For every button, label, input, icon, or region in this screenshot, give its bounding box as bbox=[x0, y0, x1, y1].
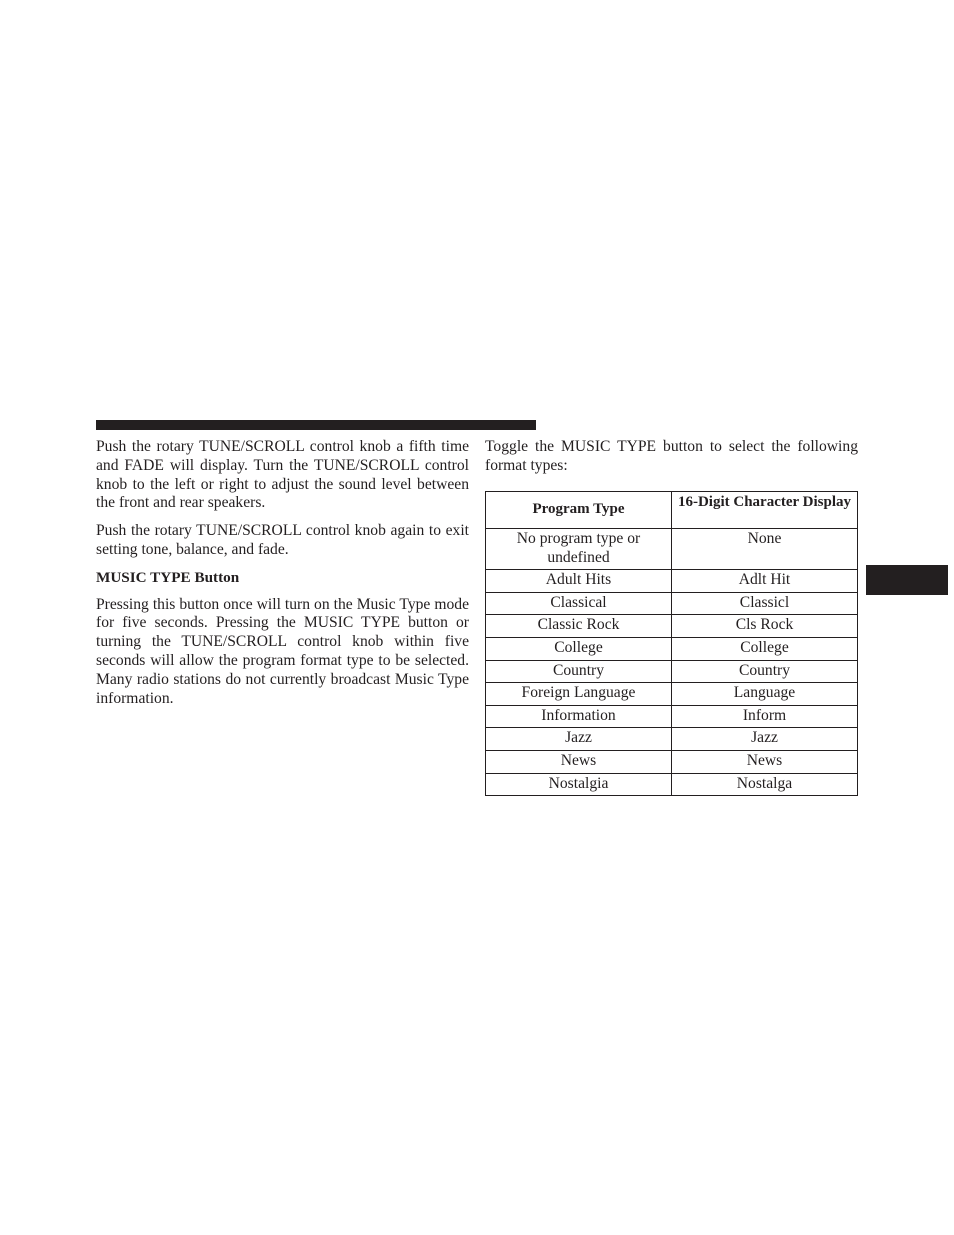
music-type-paragraph: Pressing this button once will turn on the Music Type mode for five seconds. Pressing the MUSIC TYPE button or turning the TUNE/SCROLL control knob within five seconds will allow the program format type to be selected. Many radio stations do not currently broadcast Music Type information. bbox=[96, 595, 469, 707]
section-rule bbox=[96, 420, 536, 430]
display-cell: Classicl bbox=[672, 592, 858, 615]
table-row bbox=[486, 660, 858, 683]
table-row bbox=[486, 529, 858, 570]
table-row bbox=[486, 570, 858, 593]
program-type-cell: Classical bbox=[486, 592, 672, 615]
table-row bbox=[486, 750, 858, 773]
display-cell: Country bbox=[672, 660, 858, 683]
header-character-display: 16-Digit Character Display bbox=[672, 492, 858, 529]
format-types-table bbox=[485, 491, 858, 796]
exit-paragraph: Push the rotary TUNE/SCROLL control knob again to exit setting tone, balance, and fade. bbox=[96, 522, 469, 558]
program-type-cell: Adult Hits bbox=[486, 570, 672, 593]
program-type-cell: Nostalgia bbox=[486, 773, 672, 796]
program-type-cell: Jazz bbox=[486, 728, 672, 751]
display-cell: Inform bbox=[672, 705, 858, 728]
program-type-cell: Information bbox=[486, 705, 672, 728]
right-column bbox=[485, 438, 858, 476]
intro-paragraph: Toggle the MUSIC TYPE button to select the following format types: bbox=[485, 438, 858, 474]
table-row bbox=[486, 615, 858, 638]
display-cell: College bbox=[672, 637, 858, 660]
program-type-cell: Foreign Language bbox=[486, 683, 672, 706]
display-cell: Adlt Hit bbox=[672, 570, 858, 593]
table-row bbox=[486, 683, 858, 706]
header-program-type: Program Type bbox=[486, 492, 672, 529]
table-row bbox=[486, 773, 858, 796]
table-row bbox=[486, 728, 858, 751]
left-column bbox=[96, 438, 469, 708]
fade-paragraph: Push the rotary TUNE/SCROLL control knob a fifth time and FADE will display. Turn the TUNE/SCROLL control knob to the left or right to adjust the sound level between the front and rear speakers. bbox=[96, 438, 469, 512]
program-type-cell: No program type or undefined bbox=[486, 529, 672, 570]
program-type-cell: Country bbox=[486, 660, 672, 683]
display-cell: News bbox=[672, 750, 858, 773]
display-cell: Jazz bbox=[672, 728, 858, 751]
table-row bbox=[486, 637, 858, 660]
table-header-row bbox=[486, 492, 858, 529]
section-heading: MUSIC TYPE Button bbox=[96, 568, 240, 586]
program-type-cell: Classic Rock bbox=[486, 615, 672, 638]
display-cell: Nostalga bbox=[672, 773, 858, 796]
display-cell: Cls Rock bbox=[672, 615, 858, 638]
chapter-tab bbox=[866, 565, 948, 595]
display-cell: Language bbox=[672, 683, 858, 706]
program-type-cell: College bbox=[486, 637, 672, 660]
table-row bbox=[486, 592, 858, 615]
table-row bbox=[486, 705, 858, 728]
display-cell: None bbox=[672, 529, 858, 570]
program-type-cell: News bbox=[486, 750, 672, 773]
